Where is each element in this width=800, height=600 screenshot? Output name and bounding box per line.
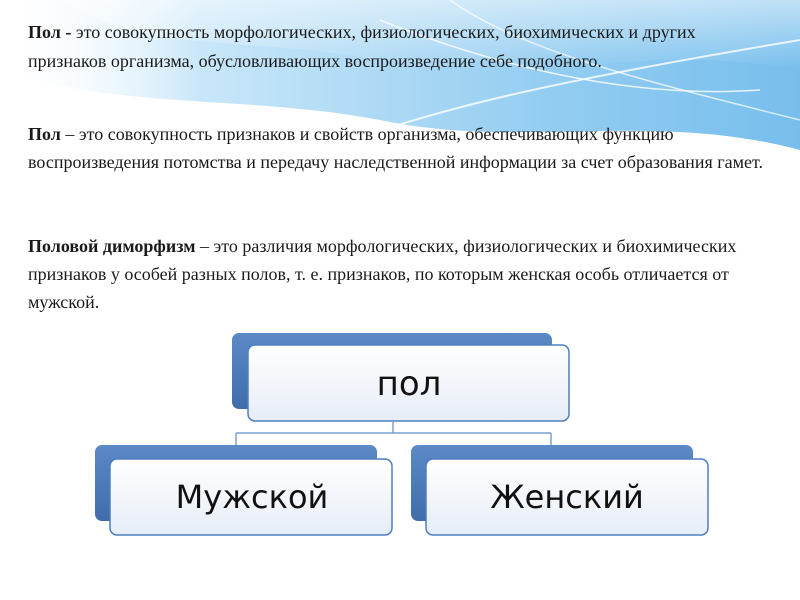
right-node-label: Женский: [490, 478, 644, 516]
right-node: [411, 445, 708, 535]
definition-term: Пол -: [28, 22, 72, 42]
definition-term: Половой диморфизм: [28, 236, 196, 256]
left-node-label: Мужской: [175, 478, 329, 516]
definition-text: – это различия морфологических, физиологических и биохимических признаков у особей разных полов, т. е. признаков, по которым женская особь отличается от мужской.: [28, 236, 737, 312]
definition-text: это совокупность морфологических, физиологических, биохимических и других признаков организма, обусловливающих воспроизведение себе подобного.: [28, 22, 696, 71]
diagram-connector: [236, 422, 551, 445]
root-node-label: пол: [376, 364, 442, 404]
root-node: [232, 333, 569, 421]
definition-text: – это совокупность признаков и свойств организма, обеспечивающих функцию воспроизведения потомства и передачу наследственной информации за счет образования гамет.: [28, 124, 763, 172]
left-node: [95, 445, 392, 535]
definition-term: Пол: [28, 124, 61, 144]
